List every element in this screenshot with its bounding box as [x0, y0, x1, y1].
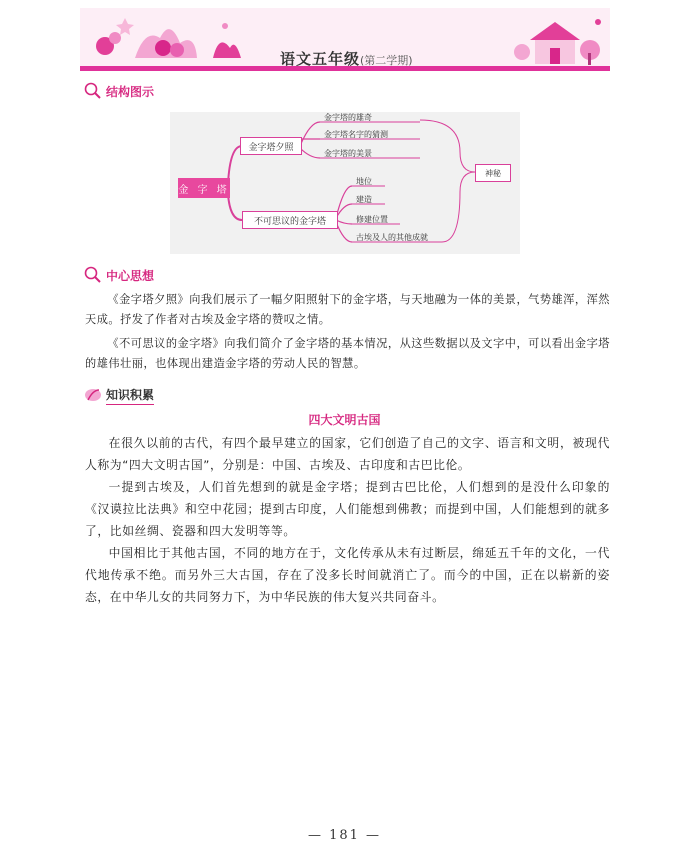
header-right-decoration	[510, 8, 610, 68]
magnifier-icon	[84, 82, 102, 100]
section-structure-heading	[84, 80, 154, 102]
page-title	[280, 48, 413, 69]
diagram-leaf: 建造	[356, 195, 372, 204]
diagram-leaf: 金字塔名字的猜测	[324, 130, 388, 139]
magnifier-icon	[84, 266, 102, 284]
article-paragraph-2: 一提到古埃及，人们首先想到的就是金字塔；提到古巴比伦，人们想到的是没什么印象的《汉谟拉比法典》和空中花园；提到古印度，人们能想到佛教；而提到中国，人们能想到的就多了，比如丝绸、瓷器和四大发明等等。	[85, 480, 610, 538]
diagram-leaf: 修建位置	[356, 215, 388, 224]
article-title: 四大文明古国	[308, 413, 381, 427]
article-paragraph-1: 在很久以前的古代，有四个最早建立的国家，它们创造了自己的文字、语言和文明，被现代人称为“四大文明古国”，分别是：中国、古埃及、古印度和古巴比伦。	[85, 436, 610, 472]
structure-diagram	[170, 112, 520, 254]
diagram-leaf: 地位	[356, 177, 372, 186]
book-title: 语文五年级	[280, 50, 361, 68]
diagram-leaf: 金字塔的雄奇	[324, 113, 372, 122]
page-number: — 181 —	[307, 828, 382, 843]
diagram-branch-1: 金字塔夕照	[240, 137, 302, 155]
book-subtitle: (第二学期)	[360, 54, 413, 67]
section-knowledge-heading	[84, 384, 154, 406]
section-knowledge-label: 知识积累	[106, 386, 154, 405]
page-header	[80, 8, 610, 76]
feather-icon	[84, 386, 102, 404]
section-central-idea-label: 中心思想	[106, 268, 155, 283]
diagram-summary-node: 神秘	[475, 164, 511, 182]
diagram-branch-2: 不可思议的金字塔	[242, 211, 338, 229]
diagram-leaf: 金字塔的美景	[324, 149, 372, 158]
diagram-root-node: 金 字 塔	[178, 178, 230, 198]
diagram-leaf: 古埃及人的其他成就	[356, 233, 428, 242]
header-left-decoration	[85, 8, 245, 66]
section-central-idea-heading	[84, 264, 154, 286]
article-paragraph-3: 中国相比于其他古国，不同的地方在于，文化传承从未有过断层，绵延五千年的文化，一代代地传承不绝。而另外三大古国，存在了没多长时间就消亡了。而今的中国，正在以崭新的姿态，在中华儿女的共同努力下，为中华民族的伟大复兴共同奋斗。	[85, 546, 610, 604]
central-idea-paragraph-2: 《不可思议的金字塔》向我们简介了金字塔的基本情况，从这些数据以及文字中，可以看出金字塔的雄伟壮丽，也体现出建造金字塔的劳动人民的智慧。	[85, 337, 610, 370]
central-idea-paragraph-1: 《金字塔夕照》向我们展示了一幅夕阳照射下的金字塔，与天地融为一体的美景，气势雄浑，浑然天成。抒发了作者对古埃及金字塔的赞叹之情。	[85, 293, 610, 326]
section-structure-label: 结构图示	[106, 84, 155, 99]
